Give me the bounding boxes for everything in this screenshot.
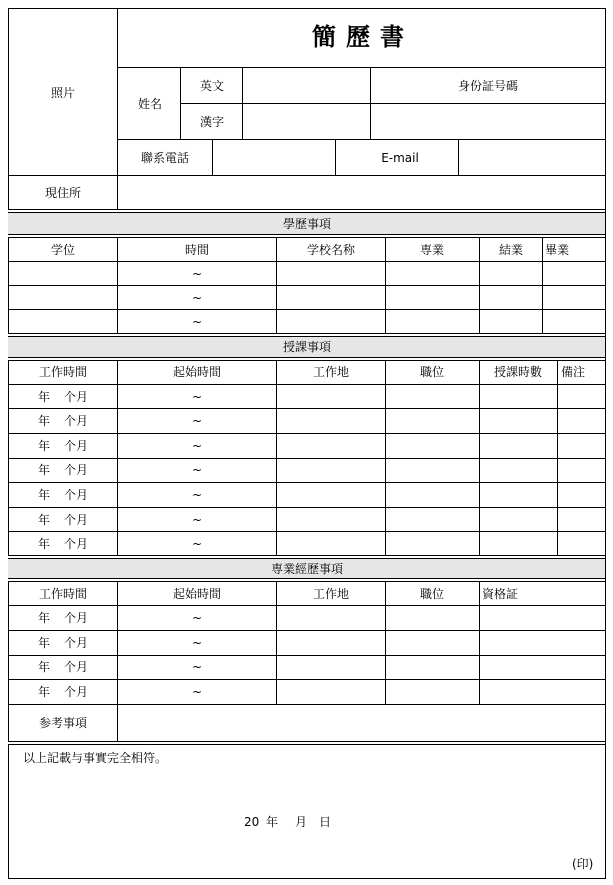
phone-field[interactable] — [213, 140, 335, 175]
form-title: 簡歷書 — [312, 23, 414, 51]
date-month-unit: 月 — [295, 815, 308, 829]
teaching-row-4-time: ~ — [191, 463, 203, 477]
career-row-3-months: 个月 — [64, 660, 89, 674]
education-section-title: 學歷事項 — [282, 217, 332, 231]
email-field[interactable] — [459, 140, 605, 175]
notes-field[interactable] — [118, 705, 605, 741]
name-label: 姓名 — [137, 97, 163, 111]
teaching-row-1-year: 年 — [38, 390, 51, 404]
kanji-name-field[interactable] — [243, 104, 369, 139]
teaching-col-position: 職位 — [419, 365, 445, 379]
teaching-row-1-time: ~ — [191, 390, 203, 404]
date-day-unit: 日 — [319, 815, 332, 829]
education-col-time: 時間 — [184, 243, 210, 257]
career-row-4-year: 年 — [38, 685, 51, 699]
teaching-row-2-time: ~ — [191, 414, 203, 428]
teaching-row-7-time: ~ — [191, 537, 203, 551]
teaching-row-3-time: ~ — [191, 439, 203, 453]
education-col-major: 専業 — [419, 243, 445, 257]
career-row-4-time: ~ — [191, 685, 203, 699]
seal-mark: (印) — [572, 857, 594, 871]
career-row-3-time: ~ — [191, 660, 203, 674]
photo-label: 照片 — [50, 86, 76, 100]
english-name-field[interactable] — [243, 68, 369, 103]
teaching-row-7-year: 年 — [38, 537, 51, 551]
teaching-col-work-period: 工作時間 — [38, 365, 88, 379]
teaching-row-5-year: 年 — [38, 488, 51, 502]
declaration-text: 以上記載与事實完全相符。 — [23, 751, 168, 765]
career-row-1-months: 个月 — [64, 611, 89, 625]
teaching-row-7-months: 个月 — [64, 537, 89, 551]
career-col-position: 職位 — [419, 587, 445, 601]
kanji-name-label: 漢字 — [199, 115, 225, 129]
date-year-prefix: 20 — [244, 815, 260, 829]
teaching-row-3-year: 年 — [38, 439, 51, 453]
teaching-row-6-months: 个月 — [64, 513, 89, 527]
notes-label: 参考事項 — [38, 716, 88, 730]
career-section-title: 専業經歷事項 — [270, 562, 344, 576]
id-number-field[interactable] — [371, 104, 605, 139]
email-label: E-mail — [381, 151, 419, 165]
career-row-2-months: 个月 — [64, 636, 89, 650]
teaching-row-2-months: 个月 — [64, 414, 89, 428]
education-col-school: 学校名称 — [306, 243, 356, 257]
career-col-certificate: 資格証 — [482, 587, 519, 601]
teaching-row-5-months: 个月 — [64, 488, 89, 502]
career-col-workplace: 工作地 — [312, 587, 350, 601]
education-col-degree: 学位 — [50, 243, 76, 257]
date-year-unit: 年 — [266, 815, 279, 829]
career-col-work-period: 工作時間 — [38, 587, 88, 601]
address-field[interactable] — [118, 176, 605, 209]
teaching-col-start-time: 起始時間 — [172, 365, 222, 379]
career-row-3-year: 年 — [38, 660, 51, 674]
teaching-row-6-time: ~ — [191, 513, 203, 527]
career-row-1-time: ~ — [191, 611, 203, 625]
education-col-completion: 結業 — [498, 243, 524, 257]
teaching-row-4-months: 个月 — [64, 463, 89, 477]
education-row-3-time: ~ — [191, 315, 203, 329]
career-row-2-time: ~ — [191, 636, 203, 650]
teaching-col-remarks: 備注 — [561, 365, 586, 379]
teaching-row-1-months: 个月 — [64, 390, 89, 404]
address-label: 現住所 — [44, 186, 82, 200]
english-name-label: 英文 — [199, 79, 225, 93]
career-col-start-time: 起始時間 — [172, 587, 222, 601]
teaching-row-4-year: 年 — [38, 463, 51, 477]
teaching-row-2-year: 年 — [38, 414, 51, 428]
education-row-2-time: ~ — [191, 291, 203, 305]
education-row-1-time: ~ — [191, 267, 203, 281]
teaching-col-workplace: 工作地 — [312, 365, 350, 379]
teaching-section-title: 授課事項 — [282, 340, 332, 354]
teaching-row-3-months: 个月 — [64, 439, 89, 453]
teaching-row-5-time: ~ — [191, 488, 203, 502]
career-row-4-months: 个月 — [64, 685, 89, 699]
id-number-label: 身份証号碼 — [457, 79, 519, 93]
career-row-1-year: 年 — [38, 611, 51, 625]
teaching-col-hours: 授課時數 — [493, 365, 543, 379]
phone-label: 聯系電話 — [140, 151, 190, 165]
teaching-row-6-year: 年 — [38, 513, 51, 527]
career-row-2-year: 年 — [38, 636, 51, 650]
education-col-graduation: 畢業 — [545, 243, 570, 257]
